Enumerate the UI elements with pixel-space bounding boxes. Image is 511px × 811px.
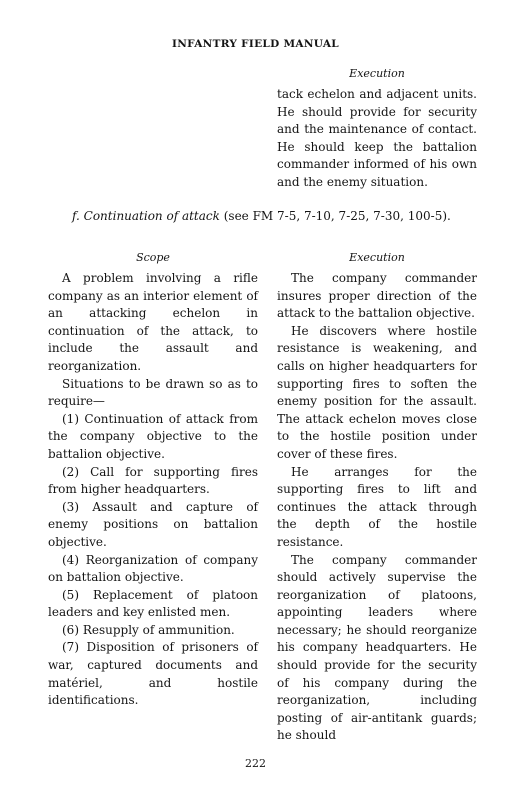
scope-paragraph: A problem involving a rifle company as an interior element of an attacking echelon in continuation of the attack, to include the assault and reorganization. — [48, 271, 258, 373]
section-heading — [48, 208, 478, 226]
top-execution-block — [277, 66, 477, 192]
scope-heading: Scope — [136, 251, 170, 264]
scope-paragraph: (6) Resupply of ammunition. — [62, 622, 235, 637]
scope-paragraph: (7) Disposition of prisoners of war, captured documents and matériel, and hostile identifications. — [48, 640, 258, 708]
scope-paragraph: Situations to be drawn so as to require— — [48, 376, 258, 409]
scope-paragraph: (5) Replacement of platoon leaders and key enlisted men. — [48, 587, 258, 620]
page-number: 222 — [245, 757, 266, 770]
execution-paragraph: He arranges for the supporting fires to lift and continues the attack through the depth of the hostile resistance. — [277, 464, 477, 549]
scope-paragraph: (1) Continuation of attack from the company objective to the battalion objective. — [48, 411, 258, 461]
scope-paragraph: (4) Reorganization of company on battalion objective. — [48, 552, 258, 585]
top-execution-text: tack echelon and adjacent units. He should provide for security and the maintenance of contact. He should keep the battalion commander informed of his own and the enemy situation. — [277, 87, 477, 189]
section-label: f. Continuation of attack — [72, 209, 220, 223]
execution-paragraph: The company commander insures proper direction of the attack to the battalion objective. — [277, 271, 477, 321]
execution-paragraph: He discovers where hostile resistance is weakening, and calls on higher headquarters for supporting fires to soften the enemy position for the assault. The attack echelon moves close to the hostile position under cover of these fires. — [277, 323, 477, 461]
running-head: INFANTRY FIELD MANUAL — [171, 38, 339, 50]
execution-heading: Execution — [349, 251, 405, 264]
scope-paragraph: (3) Assault and capture of enemy positions on battalion objective. — [48, 499, 258, 549]
execution-column — [277, 250, 477, 745]
execution-paragraph: The company commander should actively supervise the reorganization of platoons, appointing leaders where necessary; he should reorganize his company headquarters. He should provide for the security of his company during the reorganization, including posting of air-antitank guards; he should — [277, 552, 477, 743]
scope-column — [48, 250, 258, 710]
top-execution-heading: Execution — [349, 67, 405, 80]
scope-paragraph: (2) Call for supporting fires from higher headquarters. — [48, 464, 258, 497]
section-refs: (see FM 7-5, 7-10, 7-25, 7-30, 100-5). — [223, 209, 451, 223]
